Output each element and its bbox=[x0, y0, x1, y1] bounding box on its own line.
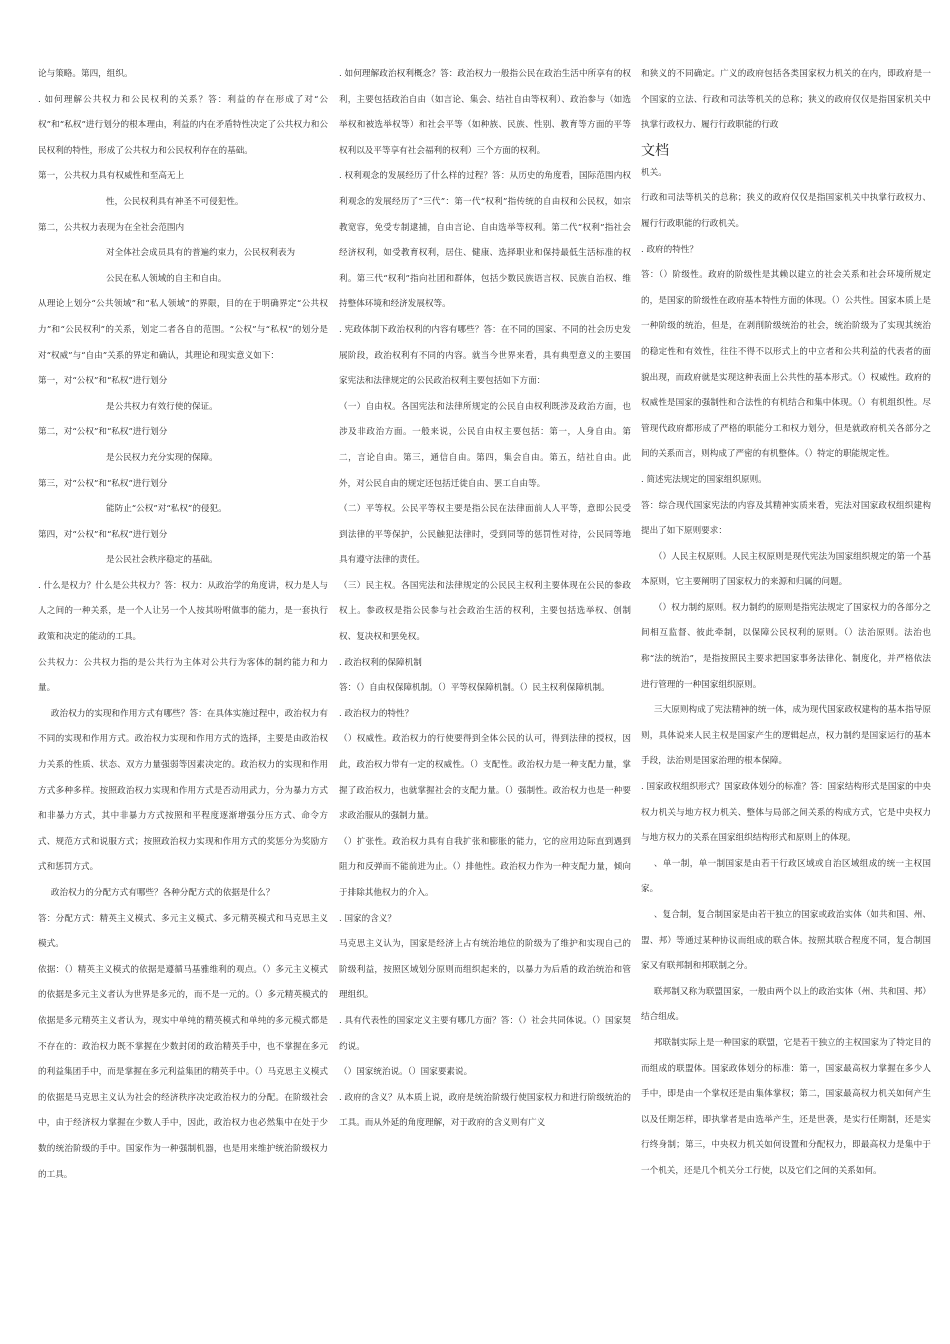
paragraph: 能防止“公权”对“私权”的侵犯。 bbox=[106, 504, 227, 515]
paragraph: 答：（）阶级性。政府的阶级性是其赖以建立的社会关系和社会环境所规定的，是国家的阶级性在政府基本特性方面的体现。（）公共性。国家本质上是一种阶级的统治，但是，在剥削阶级统治的社会，统治阶级为了实现其统治的稳定性和有效性，往往不得不以形式上的中立者和公共利益的代表者的面貌出现，而政府就是实现这种表面上公共性的基本形式。（）权威性。政府的权威性是国家的强制性和合法性的有机结合和集中体现。（）有机组织性。尽管现代政府都形成了严格的职能分工和权力划分，但是就政府机关各部分之间的关系而言，则构成了严密的有机整体。（）特定的职能规定性。 bbox=[641, 270, 931, 460]
paragraph: 性，公民权利具有神圣不可侵犯性。 bbox=[106, 196, 244, 207]
paragraph: . 什么是权力？什么是公共权力？答：权力：从政治学的角度讲，权力是人与人之间的一种关系，是一个人让另一个人按其吩咐做事的能力，是一套执行政策和决定的能动的工具。 bbox=[38, 580, 328, 643]
paragraph: . 宪政体制下政治权利的内容有哪些？答：在不同的国家、不同的社会历史发展阶段，政治权利有不同的内容。就当今世界来看，具有典型意义的主要国家宪法和法律规定的公民政治权利主要包括如下方面： bbox=[339, 324, 631, 387]
text-column-right bbox=[641, 62, 931, 1252]
paragraph: 第一，对“公权”和“私权”进行划分 bbox=[38, 376, 168, 387]
paragraph: 是公民社会秩序稳定的基础。 bbox=[106, 555, 218, 566]
paragraph: . 具有代表性的国家定义主要有哪几方面？答：（）社会共同体说。（）国家契约说。 bbox=[339, 1015, 631, 1052]
paragraph: （）人民主权原则。人民主权原则是现代宪法为国家组织规定的第一个基本原则，它主要阐明了国家权力的来源和归属的问题。 bbox=[641, 551, 931, 588]
paragraph: （）国家统治说。（）国家要素说。 bbox=[339, 1067, 473, 1078]
paragraph: 论与策略。第四，组织。 bbox=[38, 69, 133, 79]
text-column-middle bbox=[339, 62, 631, 1252]
paragraph: 第二，公共权力表现为在全社会范围内 bbox=[38, 222, 185, 233]
paragraph: 从理论上划分“公共领域”和“私人领域”的界限，目的在于明确界定“公共权力”和“公民权利”的关系，划定二者各自的范围。“公权”与“私权”的划分是对“权威”与“自由”关系的界定和确认，其理论和现实意义如下： bbox=[38, 299, 328, 361]
paragraph: . 权利观念的发展经历了什么样的过程？答：从历史的角度看，国际范围内权利观念的发展经历了“三代”：第一代“权利”指传统的自由权和公民权，如宗教宽容，免受专制逮捕，自由言论、自由选举等权利。第二代“权利”指社会经济权利，如受教育权利，居住、健康、选择职业和保持最低生活标准的权利。第三代“权利”指向社团和群体，包括少数民族语言权、民族自治权、维持整体环境和经济发展权等。 bbox=[339, 171, 631, 310]
paragraph: 答：综合现代国家宪法的内容及其精神实质来看，宪法对国家政权组织建构提出了如下原则要求： bbox=[641, 500, 931, 537]
paragraph: 三大原则构成了宪法精神的统一体，成为现代国家政权建构的基本指导原则，具体说来人民主权是国家产生的逻辑起点，权力制约是国家运行的基本手段，法治则是国家治理的根本保障。 bbox=[641, 705, 931, 767]
paragraph: . 简述宪法规定的国家组织原则。 bbox=[641, 474, 767, 485]
paragraph: . 政府的含义？从本质上说，政府是统治阶级行使国家权力和进行阶级统治的工具。而从外延的角度理解，对于政府的含义则有广义 bbox=[339, 1092, 631, 1129]
paragraph: 和狭义的不同确定。广义的政府包括各类国家权力机关的在内，即政府是一个国家的立法、行政和司法等机关的总称；狭义的政府仅仅是指国家机关中执掌行政权力、履行行政职能的行政 bbox=[641, 69, 931, 131]
paragraph: （）权力制约原则。权力制约的原则是指宪法规定了国家权力的各部分之间相互监督、彼此牵制，以保障公民权利的原则。（）法治原则。法治也称“法的统治”，是指按照民主要求把国家事务法律化、制度化，并严格依法进行管理的一种国家组织原则。 bbox=[641, 602, 931, 690]
paragraph: 政治权力的实现和作用方式有哪些？答：在具体实施过程中，政治权力有不同的实现和作用方式。政治权力实现和作用方式的选择，主要是由政治权力关系的性质、状态、双方力量强弱等因素决定的。政治权力的实现和作用方式多种多样。按照政治权力实现和作用方式是否动用武力，分为暴力方式和非暴力方式，其中非暴力方式按照和平程度逐渐增强分压方式、命令方式、规范方式和说服方式；按照政治权力实现和作用方式的奖惩分为奖励方式和惩罚方式。 bbox=[38, 708, 328, 873]
paragraph: . 如何理解政治权利概念？答：政治权力一般指公民在政治生活中所享有的权利，主要包括政治自由（如言论、集会、结社自由等权利）、政治参与（如选举权和被选举权等）和社会平等（如种族、民族、性别、教育等方面的平等权利以及平等享有社会福利的权利）三个方面的权利。 bbox=[339, 69, 631, 156]
paragraph: . 政府的特性？ bbox=[641, 244, 699, 255]
paragraph: 联邦制又称为联盟国家，一般由两个以上的政治实体（州、共和国、邦）结合组成。 bbox=[641, 986, 931, 1023]
paragraph: 马克思主义认为，国家是经济上占有统治地位的阶级为了维护和实现自己的阶级利益，按照区域划分原则而组织起来的，以暴力为后盾的政治统治和管理组织。 bbox=[339, 939, 631, 1001]
paragraph: 、复合制，复合制国家是由若干独立的国家或政治实体（如共和国、州、盟、邦）等通过某种协议而组成的联合体。按照其联合程度不同，复合制国家又有联邦制和邦联制之分。 bbox=[641, 910, 931, 972]
paragraph: 第三，对“公权”和“私权”进行划分 bbox=[38, 478, 168, 489]
paragraph: （三）民主权。各国宪法和法律规定的公民民主权利主要体现在公民的参政权上。参政权是指公民参与社会政治生活的权利，主要包括选举权、创制权、复决权和罢免权。 bbox=[339, 580, 631, 643]
paragraph: 第四，对“公权”和“私权”进行划分 bbox=[38, 529, 168, 540]
text-column-left bbox=[38, 62, 328, 1252]
paragraph: （二）平等权。公民平等权主要是指公民在法律面前人人平等，意即公民受到法律的平等保护，公民触犯法律时，受到同等的惩罚性对待，公民同等地具有遵守法律的责任。 bbox=[339, 504, 631, 566]
paragraph: 公共权力：公共权力指的是公共行为主体对公共行为客体的制约能力和力量。 bbox=[38, 657, 328, 694]
paragraph: 答：（）自由权保障机制。（）平等权保障机制。（）民主权利保障机制。 bbox=[339, 683, 610, 694]
paragraph: 邦联制实际上是一种国家的联盟，它是若干独立的主权国家为了特定目的而组成的联盟体。国家政体划分的标准：第一，国家最高权力掌握在多少人手中，即是由一个掌权还是由集体掌权；第二，国家最高权力机关如何产生以及任期怎样，即执掌者是由选举产生，还是世袭，是实行任期制，还是实行终身制；第三，中央权力机关如何设置和分配权力，即最高权力是集中于一个机关，还是几个机关分工行使，以及它们之间的关系如何。 bbox=[641, 1037, 931, 1176]
paragraph: （）权威性。政治权力的行使要得到全体公民的认可，得到法律的授权，因此，政治权力带有一定的权威性。（）支配性。政治权力是一种支配力量，掌握了政治权力，也就掌握社会的支配力量。（）强制性。政治权力也是一种要求政治服从的强制力量。 bbox=[339, 734, 631, 822]
paragraph: （一）自由权。各国宪法和法律所规定的公民自由权利既涉及政治方面，也涉及非政治方面。一般来说，公民自由权主要包括：第一，人身自由。第二，言论自由。第三，通信自由。第四，集会自由。第五，结社自由。此外，对公民自由的规定还包括迁徙自由、罢工自由等。 bbox=[339, 401, 631, 489]
paragraph: 政治权力的分配方式有哪些？各种分配方式的依据是什么？ bbox=[50, 888, 275, 898]
paragraph: 公民在私人领域的自主和自由。 bbox=[106, 273, 227, 284]
paragraph: . 如何理解公共权力和公民权利的关系？答：利益的存在形成了对“公权”和“私权”进行划分的根本理由，利益的内在矛盾特性决定了公共权力和公民权利的特性，形成了公共权力和公民权利存在的基础。 bbox=[38, 94, 328, 156]
watermark-label: 文档 bbox=[641, 142, 669, 159]
paragraph: . 国家政权组织形式？国家政体划分的标准？答：国家结构形式是国家的中央权力机关与地方权力机关、整体与局部之间关系的构成方式，它是中央权力与地方权力的关系在国家组织结构形式和原则上的体现。 bbox=[641, 782, 931, 844]
paragraph: 是公共权力有效行使的保证。 bbox=[106, 401, 218, 412]
paragraph: 依据：（）精英主义模式的依据是遵循马基雅维利的观点。（）多元主义模式的依据是多元主义者认为世界是多元的，而不是一元的。（）多元精英模式的依据是多元精英主义者认为，现实中单纯的精英模式和单纯的多元模式都是不存在的：政治权力既不掌握在少数封闭的政治精英手中，也不掌握在多元的利益集团手中，而是掌握在多元利益集团的精英手中。（）马克思主义模式的依据是马克思主义认为社会的经济秩序决定政治权力的分配。在阶级社会中，由于经济权力掌握在少数人手中，因此，政治权力也必然集中在处于少数的统治阶级的手中。国家作为一种强制机器，也是用来维护统治阶级权力的工具。 bbox=[38, 964, 328, 1180]
paragraph: 行政和司法等机关的总称；狭义的政府仅仅是指国家机关中执掌行政权力、履行行政职能的行政机关。 bbox=[641, 193, 931, 229]
paragraph: . 政治权利的保障机制 bbox=[339, 657, 422, 668]
paragraph: 第二，对“公权”和“私权”进行划分 bbox=[38, 427, 168, 438]
paragraph: 答：分配方式：精英主义模式、多元主义模式、多元精英模式和马克思主义模式。 bbox=[38, 913, 328, 950]
paragraph: 、单一制，单一制国家是由若干行政区域或自治区域组成的统一主权国家。 bbox=[641, 858, 931, 895]
paragraph: . 国家的含义？ bbox=[339, 913, 397, 924]
paragraph: 机关。 bbox=[641, 167, 667, 178]
paragraph: 对全体社会成员具有的普遍约束力，公民权利表为 bbox=[106, 248, 296, 259]
paragraph: . 政治权力的特性？ bbox=[339, 708, 414, 719]
paragraph: 是公民权力充分实现的保障。 bbox=[106, 452, 218, 463]
paragraph: 第一，公共权力具有权威性和至高无上 bbox=[38, 171, 185, 182]
paragraph: （）扩张性。政治权力具有自我扩张和膨胀的能力，它的应用边际直到遇到阻力和反弹而不能前进为止。（）排他性。政治权力作为一种支配力量，倾向于排除其他权力的介入。 bbox=[339, 836, 631, 898]
